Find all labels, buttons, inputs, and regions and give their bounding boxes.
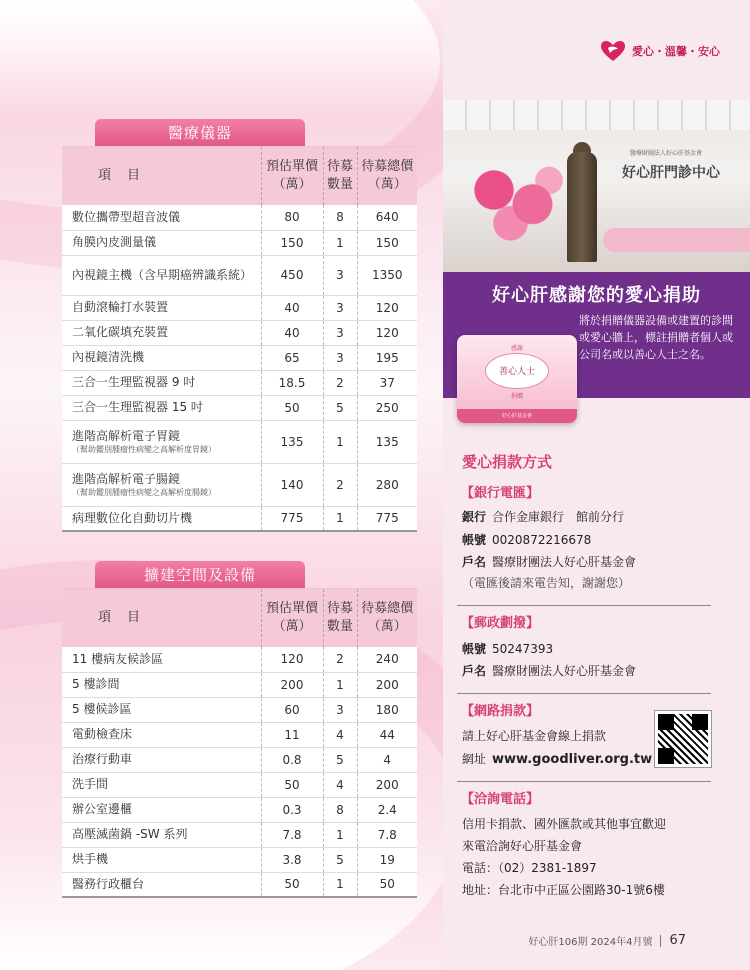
brand-slogan: 愛心・溫馨・安心 [632, 45, 720, 58]
online-url-line [462, 750, 652, 767]
item-price: 0.8 [261, 747, 323, 772]
online-text: 請上好心肝基金會線上捐款 [462, 729, 607, 743]
item-name [62, 230, 261, 255]
header-price: 預估單價（萬） [261, 147, 323, 205]
item-name [62, 722, 261, 747]
phone-addr: 地址：台北市中正區公園路30-1號6樓 [462, 883, 665, 897]
item-price: 40 [261, 295, 323, 320]
heart-logo-icon [600, 40, 626, 62]
acct-value: 0020872216678 [492, 533, 592, 547]
online-head: 【網路捐款】 [461, 704, 540, 719]
item-name [62, 647, 261, 672]
header-qty: 待募數量 [323, 589, 357, 647]
item-name-text: 高壓滅菌鍋 -SW 系列 [72, 827, 188, 841]
item-name [62, 847, 261, 872]
table-row [62, 320, 417, 345]
item-qty: 1 [323, 506, 357, 531]
item-qty: 5 [323, 847, 357, 872]
clinic-photo [443, 100, 750, 272]
bench [603, 228, 750, 252]
issue-label: 好心肝106期 2024年4月號 [528, 937, 653, 948]
post-name-line [462, 662, 636, 679]
table2-title: 擴建空間及設備 [95, 561, 305, 589]
item-qty: 1 [323, 672, 357, 697]
header-total: 待募總價（萬） [357, 147, 417, 205]
item-qty: 1 [323, 230, 357, 255]
item-name [62, 697, 261, 722]
header-price: 預估單價（萬） [261, 589, 323, 647]
item-price: 3.8 [261, 847, 323, 872]
item-total: 240 [357, 647, 417, 672]
header-item: 項目 [62, 589, 261, 647]
header-total: 待募總價（萬） [357, 589, 417, 647]
footer-divider [660, 935, 661, 947]
table1-grid [62, 147, 417, 532]
table-row [62, 295, 417, 320]
item-price: 11 [261, 722, 323, 747]
item-name-text: 電動檢查床 [72, 727, 133, 741]
table-row [62, 370, 417, 395]
item-price: 7.8 [261, 822, 323, 847]
page-footer [528, 933, 686, 948]
bank-name-line [462, 553, 636, 570]
bank-head: 【銀行電匯】 [461, 486, 540, 501]
divider [457, 693, 711, 694]
card-bottom: 捐贈 [510, 393, 523, 400]
table-row [62, 345, 417, 370]
item-total: 2.4 [357, 797, 417, 822]
name-value: 醫療財團法人好心肝基金會 [492, 555, 637, 569]
table-row [62, 395, 417, 420]
item-name [62, 420, 261, 463]
item-total: 200 [357, 772, 417, 797]
bank-line [462, 508, 624, 525]
item-name-text: 辦公室邊櫃 [72, 802, 133, 816]
item-qty: 1 [323, 872, 357, 897]
card-strip: 好心肝基金會 [457, 409, 577, 423]
card-top: 感謝 [510, 345, 523, 352]
donation-url-link[interactable]: www.goodliver.org.tw [492, 752, 653, 767]
item-qty: 1 [323, 822, 357, 847]
item-total: 50 [357, 872, 417, 897]
item-name-text: 進階高解析電子腸鏡 [72, 471, 181, 486]
table-row [62, 697, 417, 722]
item-qty: 3 [323, 320, 357, 345]
item-name-text: 角膜內皮測量儀 [72, 235, 157, 249]
item-name-text: 烘手機 [72, 852, 109, 866]
item-price: 80 [261, 205, 323, 230]
item-name-text: 5 樓候診區 [72, 702, 132, 716]
item-name [62, 463, 261, 506]
post-acct-value: 50247393 [492, 642, 554, 656]
donor-card [457, 335, 577, 423]
table-row [62, 672, 417, 697]
item-qty: 3 [323, 255, 357, 295]
item-name-text: 三合一生理監視器 9 吋 [72, 375, 196, 389]
item-qty: 4 [323, 722, 357, 747]
bank-label: 銀行 [462, 510, 487, 524]
item-name-text: 醫務行政櫃台 [72, 876, 145, 891]
item-name [62, 872, 261, 897]
table-row [62, 772, 417, 797]
photo-sign: 好心肝門診中心 [622, 165, 720, 181]
item-name [62, 672, 261, 697]
item-price: 18.5 [261, 370, 323, 395]
item-name [62, 506, 261, 531]
item-name-text: 內視鏡主機（含早期癌辨識系統） [72, 267, 253, 282]
item-total: 135 [357, 420, 417, 463]
item-name-text: 二氧化碳填充裝置 [72, 325, 169, 339]
item-total: 120 [357, 295, 417, 320]
item-name-text: 進階高解析電子胃鏡 [72, 428, 181, 443]
item-price: 40 [261, 320, 323, 345]
item-qty: 3 [323, 295, 357, 320]
item-price: 50 [261, 872, 323, 897]
item-total: 195 [357, 345, 417, 370]
phone-head: 【洽詢電話】 [461, 792, 540, 807]
table2-grid [62, 589, 417, 898]
bank-value: 合作金庫銀行 館前分行 [492, 510, 625, 524]
post-head: 【郵政劃撥】 [461, 616, 540, 631]
item-qty: 5 [323, 395, 357, 420]
item-qty: 2 [323, 370, 357, 395]
post-name-value: 醫療財團法人好心肝基金會 [492, 664, 637, 678]
brand [600, 40, 720, 62]
item-total: 1350 [357, 255, 417, 295]
item-qty: 2 [323, 647, 357, 672]
item-name [62, 772, 261, 797]
item-name [62, 320, 261, 345]
item-name [62, 370, 261, 395]
photo-sign-small: 醫療財團法人好心肝基金會 [629, 150, 702, 157]
item-qty: 8 [323, 797, 357, 822]
table-row [62, 230, 417, 255]
item-name [62, 747, 261, 772]
bank-note: （電匯後請來電告知，謝謝您） [462, 576, 631, 590]
item-price: 50 [261, 395, 323, 420]
item-name-text: 治療行動車 [72, 752, 133, 766]
item-total: 4 [357, 747, 417, 772]
medical-equipment-table [62, 146, 417, 532]
table-row [62, 797, 417, 822]
table1-title: 醫療儀器 [95, 119, 305, 147]
item-name [62, 822, 261, 847]
item-price: 65 [261, 345, 323, 370]
table-row [62, 647, 417, 672]
qr-code[interactable] [654, 710, 712, 768]
item-name [62, 797, 261, 822]
item-name-text: 三合一生理監視器 15 吋 [72, 400, 203, 414]
phone-tel: 電話：（02）2381-1897 [462, 861, 597, 875]
item-total: 775 [357, 506, 417, 531]
item-price: 50 [261, 772, 323, 797]
item-total: 7.8 [357, 822, 417, 847]
item-name-text: 內視鏡清洗機 [72, 350, 145, 364]
thanks-text: 將於捐贈儀器設備或建置的診間或愛心牆上，標註捐贈者個人或公司名或以善心人士之名。 [579, 314, 733, 361]
item-name-text: 病理數位化自動切片機 [72, 510, 193, 525]
item-name-text: 5 樓診間 [72, 677, 120, 691]
item-price: 140 [261, 463, 323, 506]
table-row [62, 255, 417, 295]
statue [567, 152, 597, 262]
item-total: 150 [357, 230, 417, 255]
item-price: 150 [261, 230, 323, 255]
item-price: 60 [261, 697, 323, 722]
table-header-row [62, 147, 417, 205]
item-qty: 4 [323, 772, 357, 797]
item-price: 450 [261, 255, 323, 295]
item-qty: 3 [323, 345, 357, 370]
item-qty: 5 [323, 747, 357, 772]
table-row [62, 205, 417, 230]
item-price: 200 [261, 672, 323, 697]
item-total: 44 [357, 722, 417, 747]
table-row [62, 420, 417, 463]
table-row [62, 747, 417, 772]
photo-ceiling [443, 100, 750, 130]
item-total: 200 [357, 672, 417, 697]
bank-acct-line [462, 531, 591, 548]
donate-title: 愛心捐款方式 [462, 453, 553, 471]
table-row [62, 463, 417, 506]
table-row [62, 506, 417, 531]
divider [457, 605, 711, 606]
url-label: 網址 [462, 752, 487, 766]
item-price: 0.3 [261, 797, 323, 822]
qr-pattern [658, 714, 708, 764]
item-total: 280 [357, 463, 417, 506]
item-name [62, 205, 261, 230]
post-acct-label: 帳號 [462, 642, 487, 656]
phone-text1: 信用卡捐款、國外匯款或其他事宜歡迎 [462, 817, 667, 831]
item-total: 120 [357, 320, 417, 345]
item-name-text: 自動滾輪打水裝置 [72, 300, 169, 314]
item-total: 180 [357, 697, 417, 722]
table-row [62, 847, 417, 872]
card-name: 善心人士 [485, 353, 549, 389]
item-price: 135 [261, 420, 323, 463]
item-total: 250 [357, 395, 417, 420]
item-name [62, 345, 261, 370]
item-name [62, 395, 261, 420]
divider [457, 781, 711, 782]
acct-label: 帳號 [462, 533, 487, 547]
header-qty: 待募數量 [323, 147, 357, 205]
post-name-label: 戶名 [462, 664, 487, 678]
item-name-sub: （幫助鑑別腫瘤性病變之高解析度腸鏡） [72, 487, 216, 497]
item-price: 120 [261, 647, 323, 672]
header-item: 項目 [62, 147, 261, 205]
post-acct-line [462, 640, 553, 657]
item-total: 640 [357, 205, 417, 230]
item-name-text: 洗手間 [72, 777, 109, 791]
thanks-title: 好心肝感謝您的愛心捐助 [492, 285, 701, 306]
expansion-table [62, 588, 417, 898]
item-qty: 2 [323, 463, 357, 506]
item-price: 775 [261, 506, 323, 531]
item-total: 19 [357, 847, 417, 872]
table-row [62, 822, 417, 847]
phone-text2: 來電洽詢好心肝基金會 [462, 839, 583, 853]
item-name-text: 11 樓病友候診區 [72, 651, 164, 666]
item-qty: 3 [323, 697, 357, 722]
name-label: 戶名 [462, 555, 487, 569]
item-name-text: 數位攜帶型超音波儀 [72, 209, 181, 224]
table-header-row [62, 589, 417, 647]
item-name [62, 255, 261, 295]
table-row [62, 722, 417, 747]
page-number: 67 [669, 933, 686, 948]
heart-wall [461, 152, 571, 247]
item-qty: 1 [323, 420, 357, 463]
item-qty: 8 [323, 205, 357, 230]
item-name-sub: （幫助鑑別腫瘤性病變之高解析度胃鏡） [72, 444, 216, 454]
item-name [62, 295, 261, 320]
item-total: 37 [357, 370, 417, 395]
table-row [62, 872, 417, 897]
